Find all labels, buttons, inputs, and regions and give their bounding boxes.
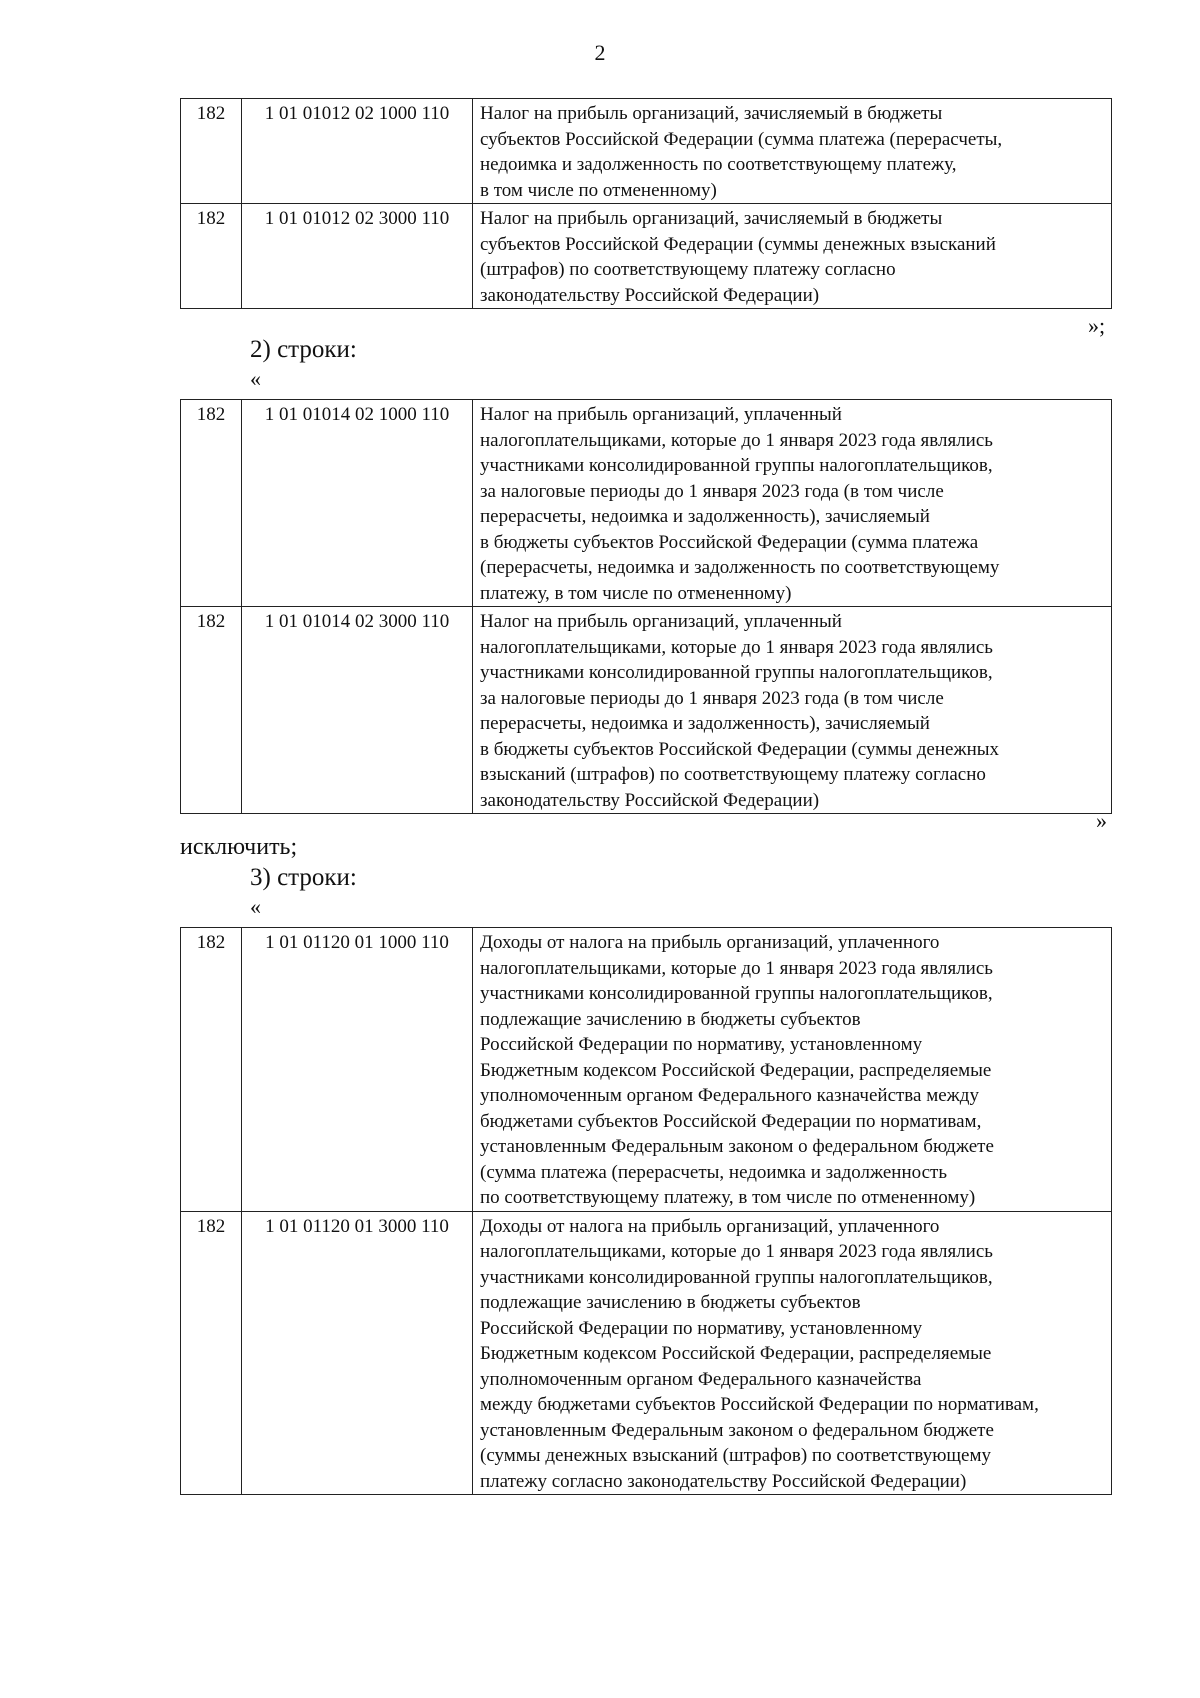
text-line: в бюджеты субъектов Российской Федерации (сумма платежа [480,531,979,553]
income-name-cell [473,204,1112,309]
text-line: участниками консолидированной группы налогоплательщиков, [480,1266,993,1288]
text-line: недоимка и задолженность по соответствующему платежу, [480,154,957,175]
text-line: за налоговые периоды до 1 января 2023 года (в том числе [480,480,944,502]
admin-code-cell: 182 [181,400,242,607]
item-2-label: 2) строки: [250,336,357,363]
text-line: (штрафов) по соответствующему платежу согласно [480,259,896,280]
text-line: Налог на прибыль организаций, зачисляемый в бюджеты [480,208,943,229]
text-line: Бюджетным кодексом Российской Федерации, распределяемые [480,1343,992,1364]
text-line: Налог на прибыль организаций, уплаченный [480,404,842,425]
table-row [181,99,1112,204]
text-line: налогоплательщиками, которые до 1 января 2023 года являлись [480,957,993,979]
admin-code-cell: 182 [181,607,242,814]
text-line: перерасчеты, недоимка и задолженность), зачисляемый [480,506,930,527]
text-line: подлежащие зачислению в бюджеты субъектов [480,1008,861,1030]
table-row [181,400,1112,607]
admin-code-cell: 182 [181,204,242,309]
codes-table-2 [180,399,1112,814]
text-line: (сумма платежа (перерасчеты, недоимка и задолженность [480,1161,948,1183]
text-line: бюджетами субъектов Российской Федерации по нормативам, [480,1110,982,1132]
text-line: участниками консолидированной группы налогоплательщиков, [480,983,993,1004]
text-line: Налог на прибыль организаций, уплаченный [480,611,842,632]
income-name-cell [473,1211,1112,1495]
text-line: установленным Федеральным законом о федеральном бюджете [480,1419,994,1441]
text-line: Бюджетным кодексом Российской Федерации, распределяемые [480,1059,992,1081]
table-row [181,1211,1112,1495]
text-line: между бюджетами субъектов Российской Федерации по нормативам, [480,1394,1039,1415]
text-line: (перерасчеты, недоимка и задолженность по соответствующему [480,557,1000,578]
text-line: участниками консолидированной группы налогоплательщиков, [480,662,993,683]
text-line: за налоговые периоды до 1 января 2023 года (в том числе [480,687,944,709]
opening-quote: « [250,366,261,391]
table-row [181,928,1112,1212]
budget-code-cell: 1 01 01014 02 1000 110 [242,400,473,607]
codes-table-1 [180,98,1112,309]
text-line: уполномоченным органом Федерального казначейства между [480,1085,979,1106]
text-line: в бюджеты субъектов Российской Федерации (суммы денежных [480,738,1000,760]
text-line: законодательству Российской Федерации) [480,284,820,306]
income-name-cell [473,928,1112,1212]
admin-code-cell: 182 [181,99,242,204]
text-line: субъектов Российской Федерации (сумма платежа (перерасчеты, [480,128,1003,150]
closing-quote: »; [1088,313,1106,338]
text-line: Российской Федерации по нормативу, установленному [480,1317,923,1339]
text-line: Доходы от налога на прибыль организаций, уплаченного [480,932,940,953]
text-line: налогоплательщиками, которые до 1 января 2023 года являлись [480,429,993,451]
text-line: участниками консолидированной группы налогоплательщиков, [480,455,993,476]
text-line: Налог на прибыль организаций, зачисляемый в бюджеты [480,103,943,124]
exclude-text: исключить; [180,834,298,860]
opening-quote: « [250,894,261,919]
text-line: подлежащие зачислению в бюджеты субъектов [480,1292,861,1313]
text-line: Российской Федерации по нормативу, установленному [480,1034,923,1055]
text-line: взысканий (штрафов) по соответствующему платежу согласно [480,764,986,785]
text-line: налогоплательщиками, которые до 1 января 2023 года являлись [480,1241,993,1262]
budget-code-cell: 1 01 01014 02 3000 110 [242,607,473,814]
admin-code-cell: 182 [181,1211,242,1495]
text-line: Доходы от налога на прибыль организаций, уплаченного [480,1215,940,1237]
budget-code-cell: 1 01 01012 02 1000 110 [242,99,473,204]
budget-code-cell: 1 01 01012 02 3000 110 [242,204,473,309]
admin-code-cell: 182 [181,928,242,1212]
closing-quote: » [1096,808,1107,833]
income-name-cell [473,607,1112,814]
text-line: перерасчеты, недоимка и задолженность), зачисляемый [480,713,930,734]
text-line: уполномоченным органом Федерального казначейства [480,1368,922,1390]
table-row [181,204,1112,309]
text-line: по соответствующему платежу, в том числе по отмененному) [480,1187,976,1208]
income-name-cell [473,99,1112,204]
text-line: в том числе по отмененному) [480,179,717,201]
text-line: установленным Федеральным законом о федеральном бюджете [480,1136,994,1157]
text-line: налогоплательщиками, которые до 1 января 2023 года являлись [480,636,993,658]
budget-code-cell: 1 01 01120 01 1000 110 [242,928,473,1212]
text-line: субъектов Российской Федерации (суммы денежных взысканий [480,233,996,255]
codes-table-3 [180,927,1112,1495]
text-line: законодательству Российской Федерации) [480,789,820,811]
table-row [181,607,1112,814]
text-line: платежу, в том числе по отмененному) [480,582,792,604]
text-line: платежу согласно законодательству Российской Федерации) [480,1470,967,1492]
budget-code-cell: 1 01 01120 01 3000 110 [242,1211,473,1495]
page-number: 2 [594,40,606,65]
text-line: (суммы денежных взысканий (штрафов) по соответствующему [480,1445,991,1466]
income-name-cell [473,400,1112,607]
item-3-label: 3) строки: [250,864,357,891]
